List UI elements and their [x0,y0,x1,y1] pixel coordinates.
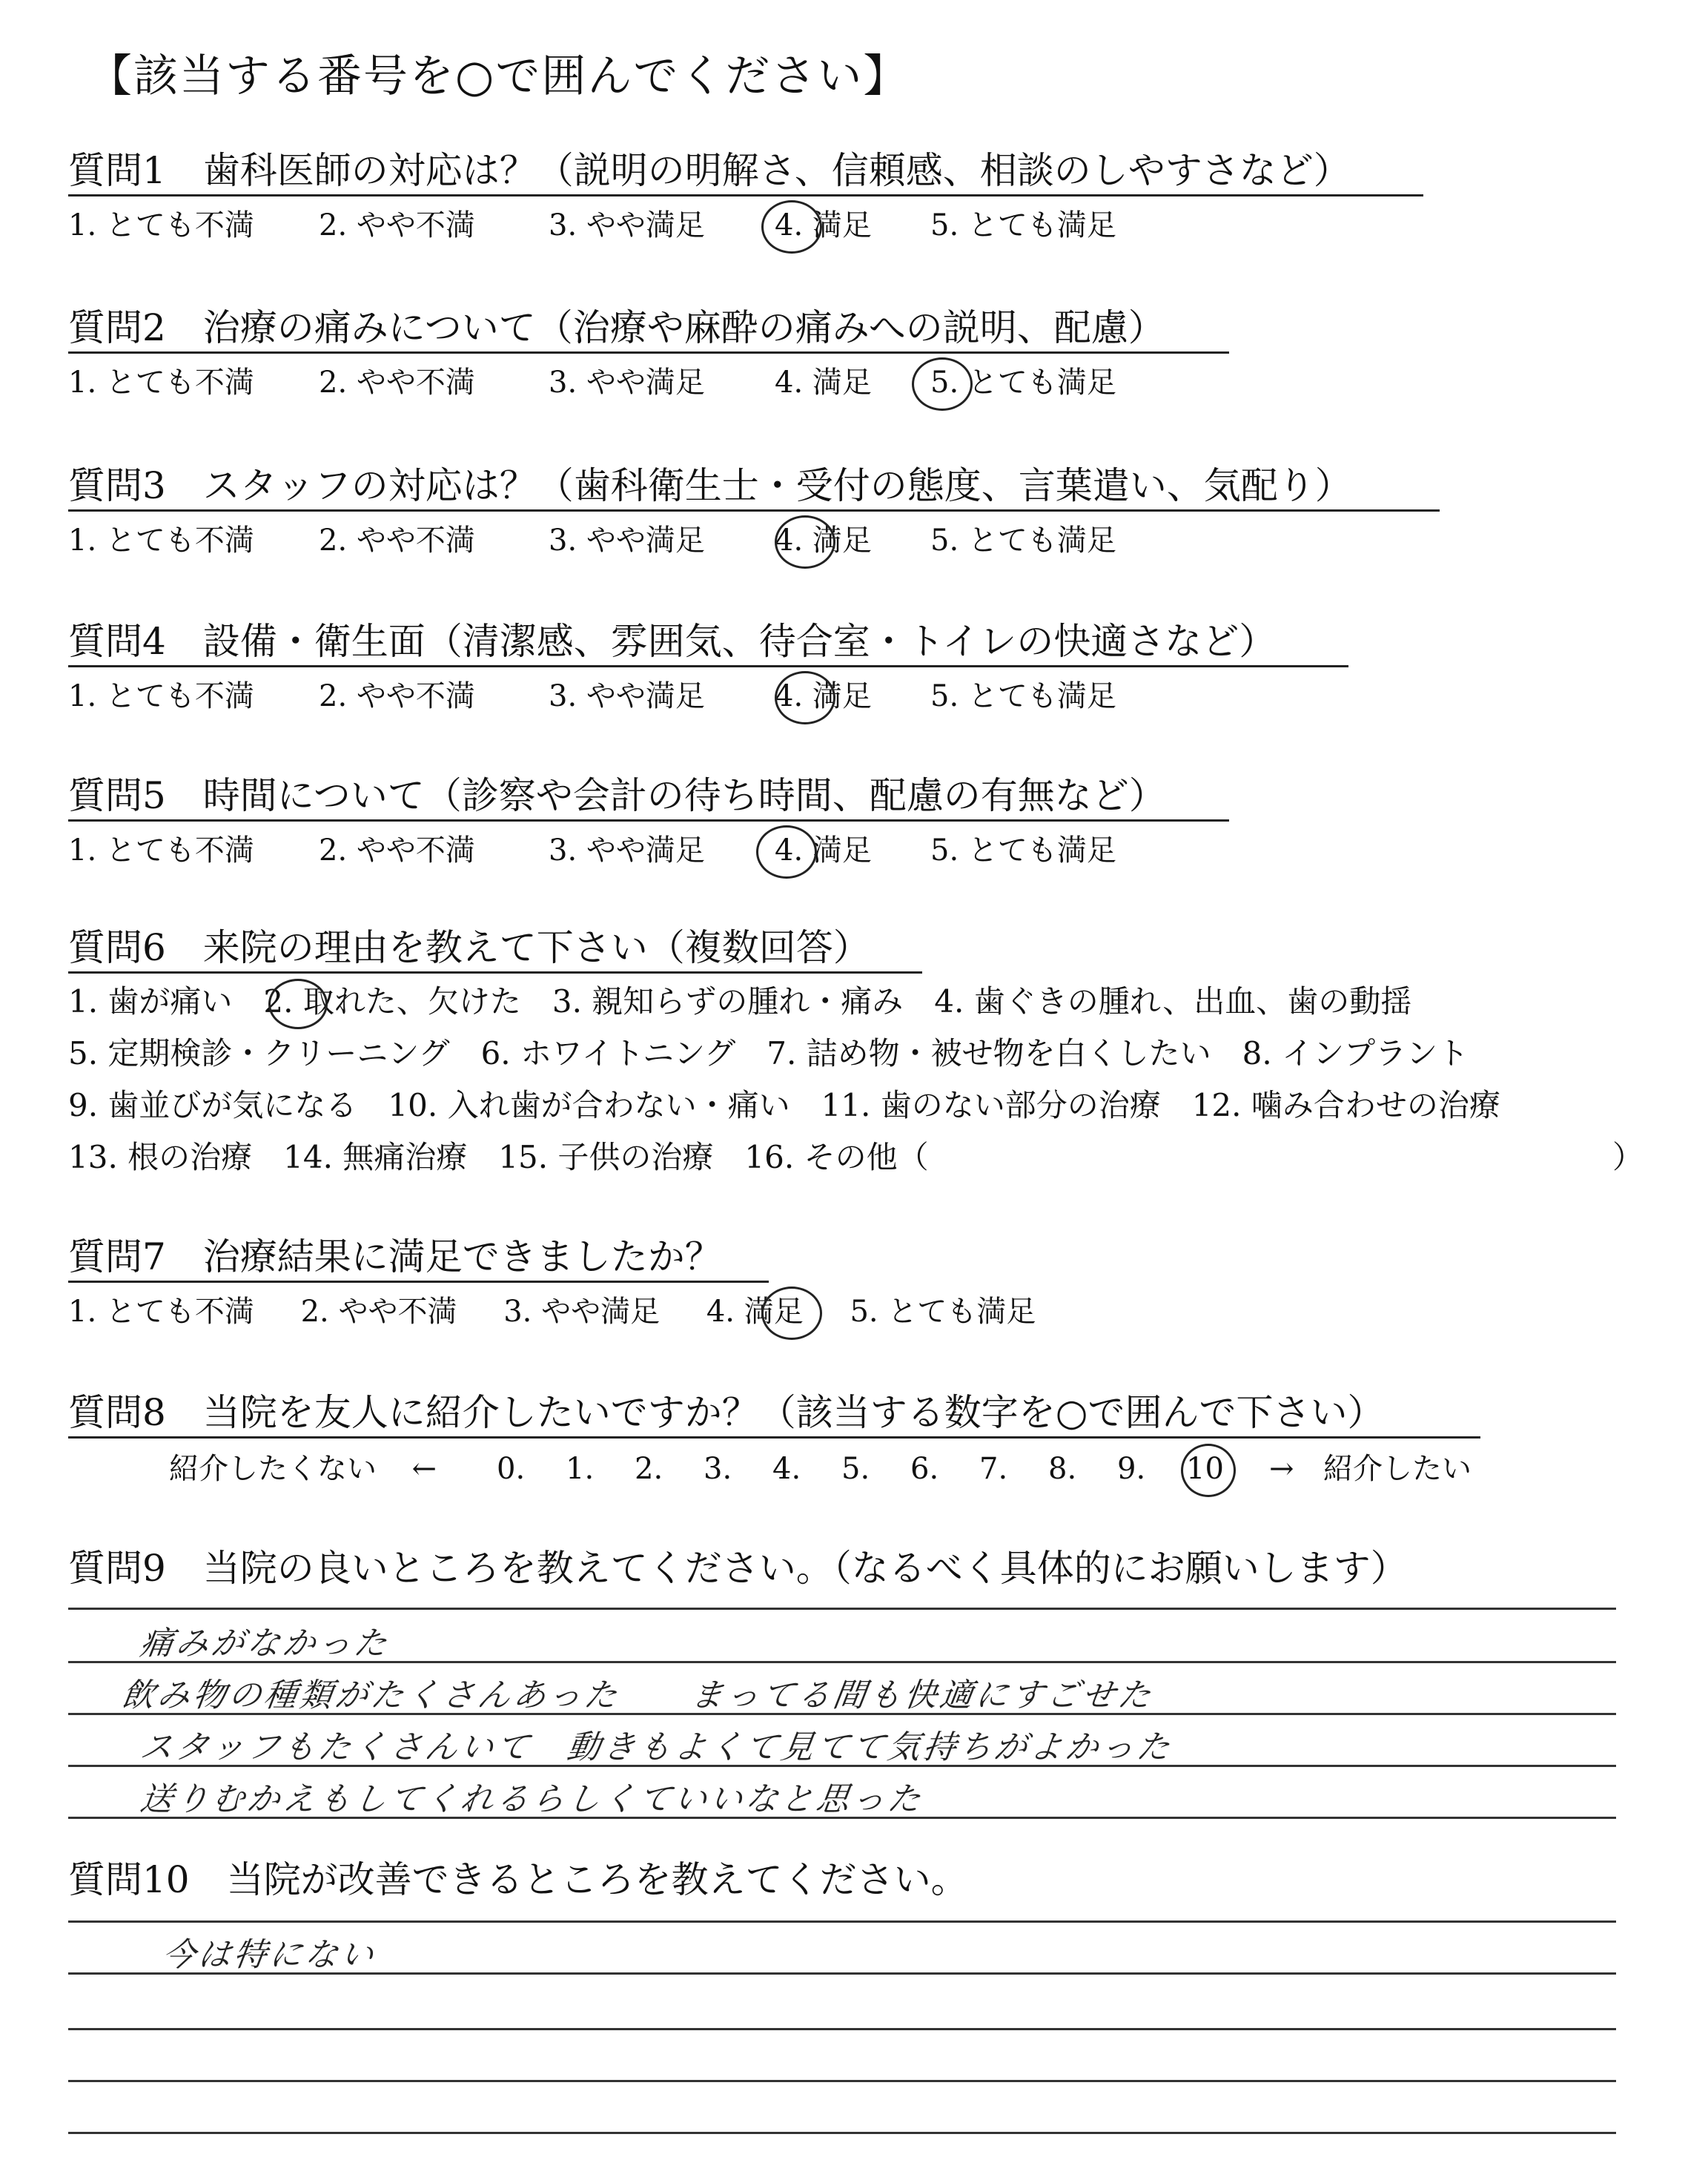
q8-scale-option-6[interactable]: 6. [910,1452,939,1486]
q7-selected-circle[interactable] [761,1287,822,1340]
question-4-underline [68,665,1348,667]
q7-option-2[interactable]: 2. やや不満 [300,1295,457,1329]
q8-arrow-right: → [1269,1452,1294,1486]
question-3-label: 質問3 スタッフの対応は？（歯科衛生士・受付の態度、言葉遣い、気配り） [68,464,1352,507]
q1-option-5[interactable]: 5. とても満足 [930,208,1116,242]
question-3-underline [68,509,1440,512]
q8-arrow-left: ← [411,1452,437,1486]
q5-option-4[interactable]: 4. 満足 [775,833,872,868]
q8-scale-option-10[interactable]: 10 [1186,1452,1224,1486]
q4-option-1[interactable]: 1. とても不満 [68,679,254,713]
q8-scale-row [169,1450,437,1488]
q2-selected-circle[interactable] [912,357,973,411]
q5-selected-circle[interactable] [756,825,817,879]
q9-rule-1 [68,1608,1616,1610]
q9-answer-line-4[interactable]: 送りむかえもしてくれるらしくていいなと思った [137,1780,926,1818]
q10-rule-1 [68,1920,1616,1923]
q6-option-line-1: 1. 歯が痛い 2. 取れた、欠けた 3. 親知らずの腫れ・痛み 4. 歯ぐきの腫れ、出血、歯の動揺 [68,983,1412,1020]
q4-option-4[interactable]: 4. 満足 [775,679,872,713]
q7-option-1[interactable]: 1. とても不満 [68,1295,254,1329]
q6-option-line-4: 13. 根の治療 14. 無痛治療 15. 子供の治療 16. その他（ [68,1139,929,1175]
q5-option-1[interactable]: 1. とても不満 [68,833,254,868]
question-2-label: 質問2 治療の痛みについて（治療や麻酔の痛みへの説明、配慮） [68,306,1165,349]
q4-option-2[interactable]: 2. やや不満 [319,679,475,713]
q1-option-2[interactable]: 2. やや不満 [319,208,475,242]
q7-option-5[interactable]: 5. とても満足 [850,1295,1036,1329]
question-2-underline [68,351,1229,354]
q3-option-3[interactable]: 3. やや満足 [549,524,705,558]
question-5-underline [68,819,1229,822]
q8-scale-option-0[interactable]: 0. [497,1452,526,1486]
q2-option-3[interactable]: 3. やや満足 [549,366,705,400]
q7-option-4[interactable]: 4. 満足 [706,1295,804,1329]
q6-other-close-paren: ） [1612,1139,1644,1175]
q8-scale-option-7[interactable]: 7. [979,1452,1008,1486]
q3-option-1[interactable]: 1. とても不満 [68,524,254,558]
q8-scale-option-3[interactable]: 3. [704,1452,732,1486]
q8-scale-option-5[interactable]: 5. [841,1452,870,1486]
q3-selected-circle[interactable] [775,515,835,569]
q6-option-line-3: 9. 歯並びが気になる 10. 入れ歯が合わない・痛い 11. 歯のない部分の治療 12. 噛み合わせの治療 [68,1087,1500,1123]
q4-option-5[interactable]: 5. とても満足 [930,679,1116,713]
q9-answer-line-1[interactable]: 痛みがなかった [137,1625,392,1662]
q6-option-line-2: 5. 定期検診・クリーニング 6. ホワイトニング 7. 詰め物・被せ物を白くしたい 8. インプラント [68,1035,1469,1071]
q10-rule-3 [68,2028,1616,2030]
q8-low-label: 紹介したくない [169,1452,377,1486]
question-8-label: 質問8 当院を友人に紹介したいですか？（該当する数字を○で囲んで下さい） [68,1391,1385,1434]
q7-options [68,1292,1036,1331]
q2-option-4[interactable]: 4. 満足 [775,366,872,400]
q8-selected-circle[interactable] [1181,1444,1236,1497]
q9-answer-line-2[interactable]: 飲み物の種類がたくさんあった まってる間も快適にすごせた [119,1677,1156,1714]
q1-option-4[interactable]: 4. 満足 [775,208,872,242]
question-1-label: 質問1 歯科医師の対応は？（説明の明解さ、信頼感、相談のしやすさなど） [68,149,1351,192]
q8-scale-option-2[interactable]: 2. [635,1452,663,1486]
q1-option-1[interactable]: 1. とても不満 [68,208,254,242]
q8-scale-option-4[interactable]: 4. [772,1452,801,1486]
q10-answer-line-1[interactable]: 今は特にない [159,1936,379,1974]
q2-option-2[interactable]: 2. やや不満 [319,366,475,400]
q9-answer-line-3[interactable]: スタッフもたくさんいて 動きもよくて見てて気持ちがよかった [137,1728,1175,1766]
question-4-label: 質問4 設備・衛生面（清潔感、雰囲気、待合室・トイレの快適さなど） [68,620,1277,663]
q10-rule-4 [68,2080,1616,2082]
question-7-underline [68,1281,769,1283]
q3-option-4[interactable]: 4. 満足 [775,524,872,558]
q2-option-5[interactable]: 5. とても満足 [930,366,1116,400]
question-5-label: 質問5 時間について（診察や会計の待ち時間、配慮の有無など） [68,774,1166,817]
question-6-label: 質問6 来院の理由を教えて下さい（複数回答） [68,926,870,969]
question-10-label: 質問10 当院が改善できるところを教えてください。 [68,1858,968,1901]
q4-selected-circle[interactable] [775,671,835,724]
q8-scale-option-1[interactable]: 1. [566,1452,595,1486]
q1-selected-circle[interactable] [761,200,822,254]
q3-option-2[interactable]: 2. やや不満 [319,524,475,558]
q4-option-3[interactable]: 3. やや満足 [549,679,705,713]
q10-rule-5 [68,2132,1616,2134]
q3-option-5[interactable]: 5. とても満足 [930,524,1116,558]
q5-option-5[interactable]: 5. とても満足 [930,833,1116,868]
q5-option-3[interactable]: 3. やや満足 [549,833,705,868]
question-9-label: 質問9 当院の良いところを教えてください。（なるべく具体的にお願いします） [68,1547,1408,1590]
question-8-underline [68,1436,1480,1439]
q8-scale-option-8[interactable]: 8. [1048,1452,1077,1486]
q7-option-3[interactable]: 3. やや満足 [503,1295,661,1329]
question-6-underline [68,971,922,974]
question-7-label: 質問7 治療結果に満足できましたか？ [68,1235,722,1278]
q5-option-2[interactable]: 2. やや不満 [319,833,475,868]
question-1-underline [68,194,1423,196]
q1-option-3[interactable]: 3. やや満足 [549,208,705,242]
page-title: 【該当する番号を○で囲んでください】 [87,50,910,102]
q6-selected-circle[interactable] [268,979,328,1029]
q8-high-label: 紹介したい [1323,1452,1472,1486]
q2-option-1[interactable]: 1. とても不満 [68,366,254,400]
q8-scale-option-9[interactable]: 9. [1117,1452,1146,1486]
